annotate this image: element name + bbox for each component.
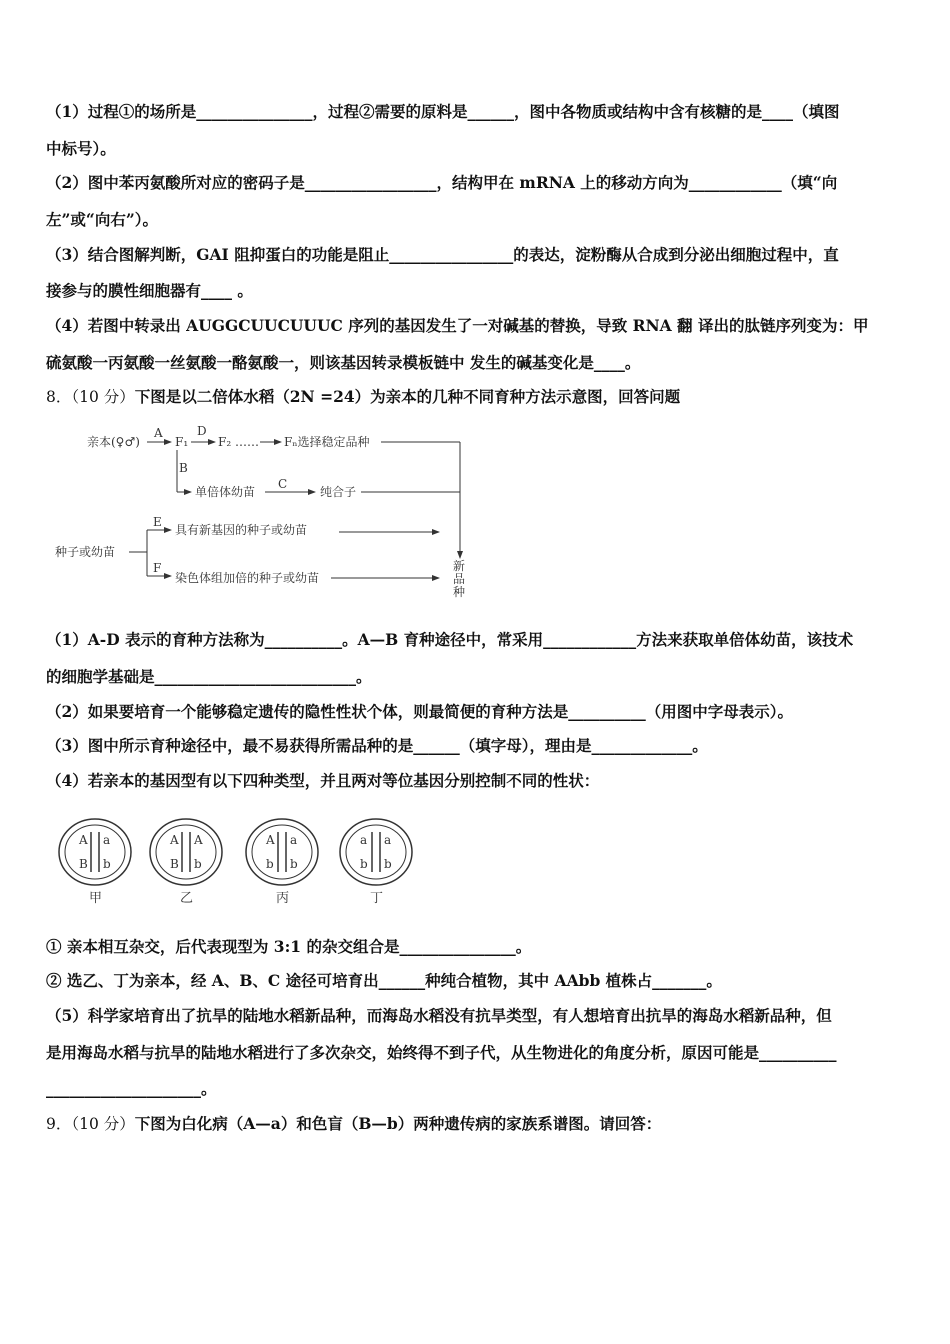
q7-part3-line2: 接参与的膜性细胞器有____ 。 [46, 281, 253, 300]
q7-part4-line1: （4）若图中转录出 AUGGCUUCUUUC 序列的基因发生了一对碱基的替换，导致 RNA 翻 译出的肽链序列变为：甲 [46, 316, 869, 335]
cell-jia [59, 819, 131, 906]
cell-ding [340, 819, 412, 906]
q8-sub1: ① 亲本相互杂交，后代表现型为 3:1 的杂交组合是_______________。 [46, 937, 532, 956]
q9-number: 9．（10 分） [46, 1115, 135, 1133]
cell-ding-gene-bottom-right: b [384, 857, 392, 871]
diagram-haploid: 单倍体幼苗 [195, 485, 256, 499]
diagram-new-3: 种 [453, 585, 466, 599]
diagram-label-e: E [153, 515, 162, 529]
q9-title: 下图为白化病（A—a）和色盲（B—b）两种遗传病的家族系谱图。请回答： [134, 1114, 662, 1133]
cell-ding-gene-top-left: a [360, 833, 368, 847]
q8-part5-line3: ____________________。 [46, 1079, 217, 1098]
diagram-label-a: A [154, 426, 163, 440]
q7-part1-line1: （1）过程①的场所是_______________，过程②需要的原料是______，图中各物质或结构中含有核糖的是____（填图 [46, 102, 840, 121]
diagram-new-1: 新 [453, 559, 466, 573]
q9-heading [46, 1114, 906, 1134]
q7-part2-line1: （2）图中苯丙氨酸所对应的密码子是_________________，结构甲在 mRNA 上的移动方向为____________（填“向 [46, 173, 838, 192]
cell-bing [246, 819, 318, 906]
diagram-pure: 纯合子 [320, 485, 357, 499]
cell-jia-label: 甲 [89, 891, 103, 906]
diagram-label-d: D [197, 424, 207, 438]
cell-yi-gene-bottom-left: B [170, 857, 179, 871]
cell-yi-gene-top-left: A [170, 833, 179, 847]
diagram-seed: 种子或幼苗 [55, 545, 116, 559]
diagram-f1: F₁ [175, 435, 189, 449]
cell-ding-gene-top-right: a [384, 833, 392, 847]
q7-part1-line2: 中标号）。 [46, 139, 116, 158]
cell-yi [150, 819, 222, 906]
q8-part4: （4）若亲本的基因型有以下四种类型，并且两对等位基因分别控制不同的性状： [46, 771, 600, 790]
q8-part2: （2）如果要培育一个能够稳定遗传的隐性性状个体，则最简便的育种方法是__________（用图中字母表示）。 [46, 702, 794, 721]
diagram-f2: F₂ …… [218, 435, 259, 449]
cell-yi-gene-top-right: A [194, 833, 203, 847]
q7-part2-line2: 左”或“向右”）。 [46, 210, 158, 229]
q7-part3-line1: （3）结合图解判断，GAI 阻抑蛋白的功能是阻止________________的表达，淀粉酶从合成到分泌出细胞过程中，直 [46, 245, 839, 264]
diagram-label-b: B [179, 461, 188, 475]
cell-bing-gene-bottom-right: b [290, 857, 298, 871]
diagram-chrom: 染色体组加倍的种子或幼苗 [175, 571, 320, 585]
cell-ding-label: 丁 [370, 891, 384, 906]
cell-jia-gene-top-left: A [79, 833, 88, 847]
cell-bing-label: 丙 [276, 891, 290, 906]
q8-part1-line2: 的细胞学基础是__________________________。 [46, 667, 372, 686]
q8-heading [46, 387, 906, 407]
diagram-new-2: 品 [453, 572, 466, 586]
cell-yi-label: 乙 [180, 891, 194, 906]
breeding-diagram [55, 418, 485, 608]
cell-bing-gene-top-left: A [266, 833, 275, 847]
cell-ding-gene-bottom-left: b [360, 857, 368, 871]
cell-bing-gene-bottom-left: b [266, 857, 274, 871]
q8-number: 8．（10 分） [46, 388, 135, 406]
diagram-newgene: 具有新基因的种子或幼苗 [175, 523, 308, 537]
cell-bing-gene-top-right: a [290, 833, 298, 847]
genotype-cells [50, 812, 430, 912]
cell-jia-gene-bottom-right: b [103, 857, 111, 871]
q8-part5-line2: 是用海岛水稻与抗旱的陆地水稻进行了多次杂交，始终得不到子代，从生物进化的角度分析，原因可能是__________ [46, 1043, 837, 1062]
q8-sub2: ② 选乙、丁为亲本，经 A、B、C 途径可培育出______种纯合植物，其中 AAbb 植株占_______。 [46, 971, 722, 990]
q8-title: 下图是以二倍体水稻（2N =24）为亲本的几种不同育种方法示意图，回答问题 [134, 387, 681, 406]
cell-jia-gene-top-right: a [103, 833, 111, 847]
diagram-label-c: C [278, 477, 288, 491]
q8-part5-line1: （5）科学家培育出了抗旱的陆地水稻新品种，而海岛水稻没有抗旱类型，有人想培育出抗旱的海岛水稻新品种，但 [46, 1006, 832, 1025]
cell-yi-gene-bottom-right: b [194, 857, 202, 871]
cell-jia-gene-bottom-left: B [79, 857, 88, 871]
q8-part1-line1: （1）A-D 表示的育种方法称为__________。A—B 育种途径中，常采用____________方法来获取单倍体幼苗，该技术 [46, 630, 854, 649]
q8-part3: （3）图中所示育种途径中，最不易获得所需品种的是______（填字母），理由是_____________。 [46, 736, 708, 755]
diagram-fn: Fₙ选择稳定品种 [284, 435, 370, 449]
diagram-label-f: F [153, 561, 162, 575]
diagram-parent: 亲本(♀♂) [87, 435, 140, 449]
q7-part4-line2: 硫氨酸一丙氨酸一丝氨酸一酪氨酸一，则该基因转录模板链中 发生的碱基变化是____。 [46, 353, 641, 372]
